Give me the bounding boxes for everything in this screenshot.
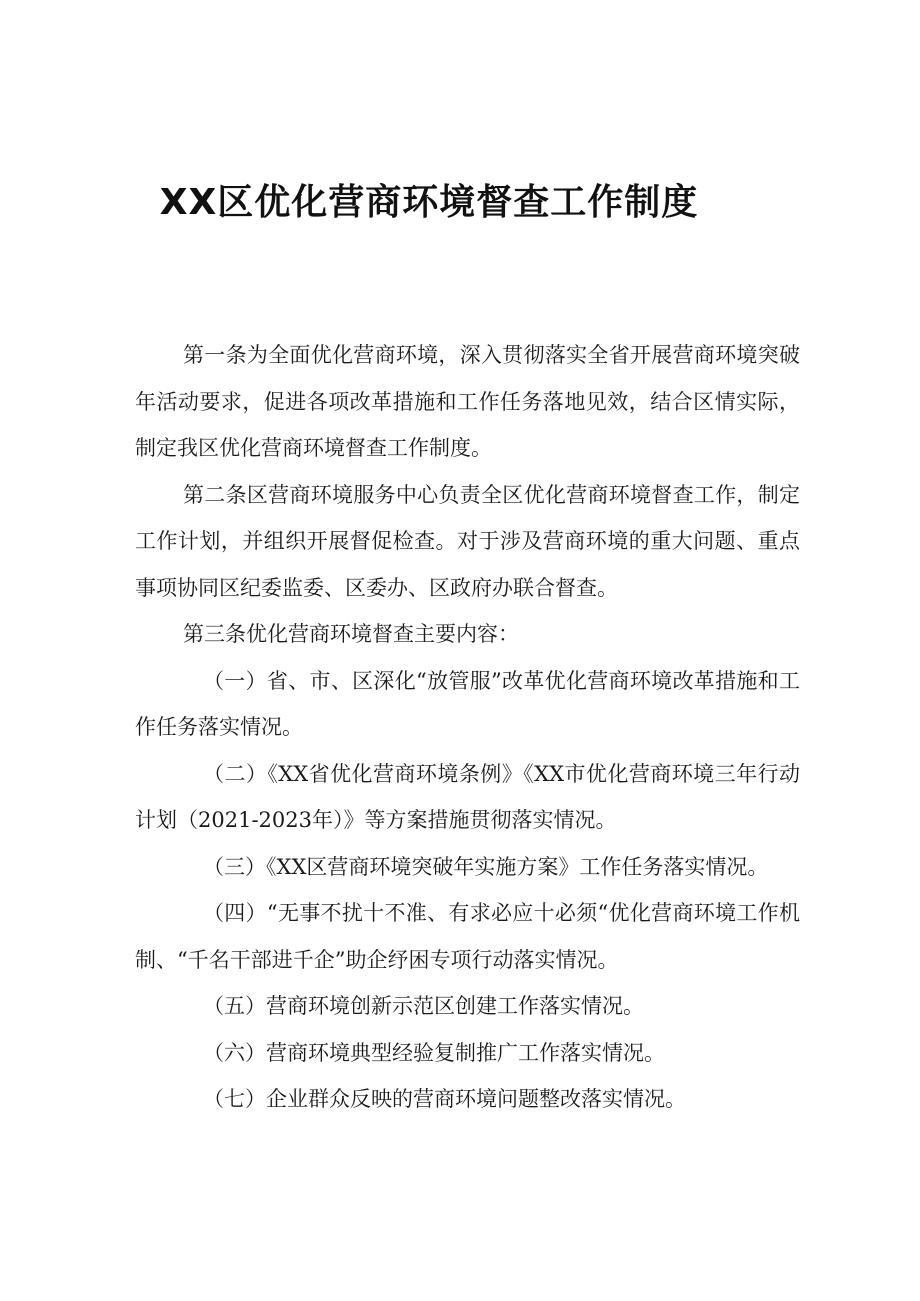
- list-item-3: （三）《XX区营商环境突破年实施方案》工作任务落实情况。: [203, 854, 769, 879]
- list-item-2: （二）《XX省优化营商环境条例》《XX市优化营商环境三年行动计划（2021-2023年）》等方案措施贯彻落实情况。: [135, 761, 800, 832]
- article-2-paragraph: 第二条区营商环境服务中心负责全区优化营商环境督查工作，制定工作计划，并组织开展督促检查。对于涉及营商环境的重大问题、重点事项协同区纪委监委、区委办、区政府办联合督查。: [135, 482, 800, 600]
- list-item-6: （六）营商环境典型经验复制推广工作落实情况。: [203, 1040, 665, 1065]
- document-body: [135, 332, 800, 1123]
- list-item-4: （四）“无事不扰十不准、有求必应十必须“优化营商环境工作机制、“千名干部进千企”助企纾困专项行动落实情况。: [135, 901, 800, 972]
- article-1-paragraph: 第一条为全面优化营商环境，深入贯彻落实全省开展营商环境突破年活动要求，促进各项改革措施和工作任务落地见效，结合区情实际，制定我区优化营商环境督查工作制度。: [135, 343, 800, 460]
- document-title: XX区优化营商环境督查工作制度: [159, 182, 699, 223]
- list-item-7: （七）企业群众反映的营商环境问题整改落实情况。: [203, 1087, 686, 1111]
- list-item-1: （一）省、市、区深化“放管服”改革优化营商环境改革措施和工作任务落实情况。: [135, 668, 800, 739]
- article-3-paragraph: 第三条优化营商环境督查主要内容：: [183, 622, 519, 646]
- list-item-5: （五）营商环境创新示范区创建工作落实情况。: [203, 994, 644, 1018]
